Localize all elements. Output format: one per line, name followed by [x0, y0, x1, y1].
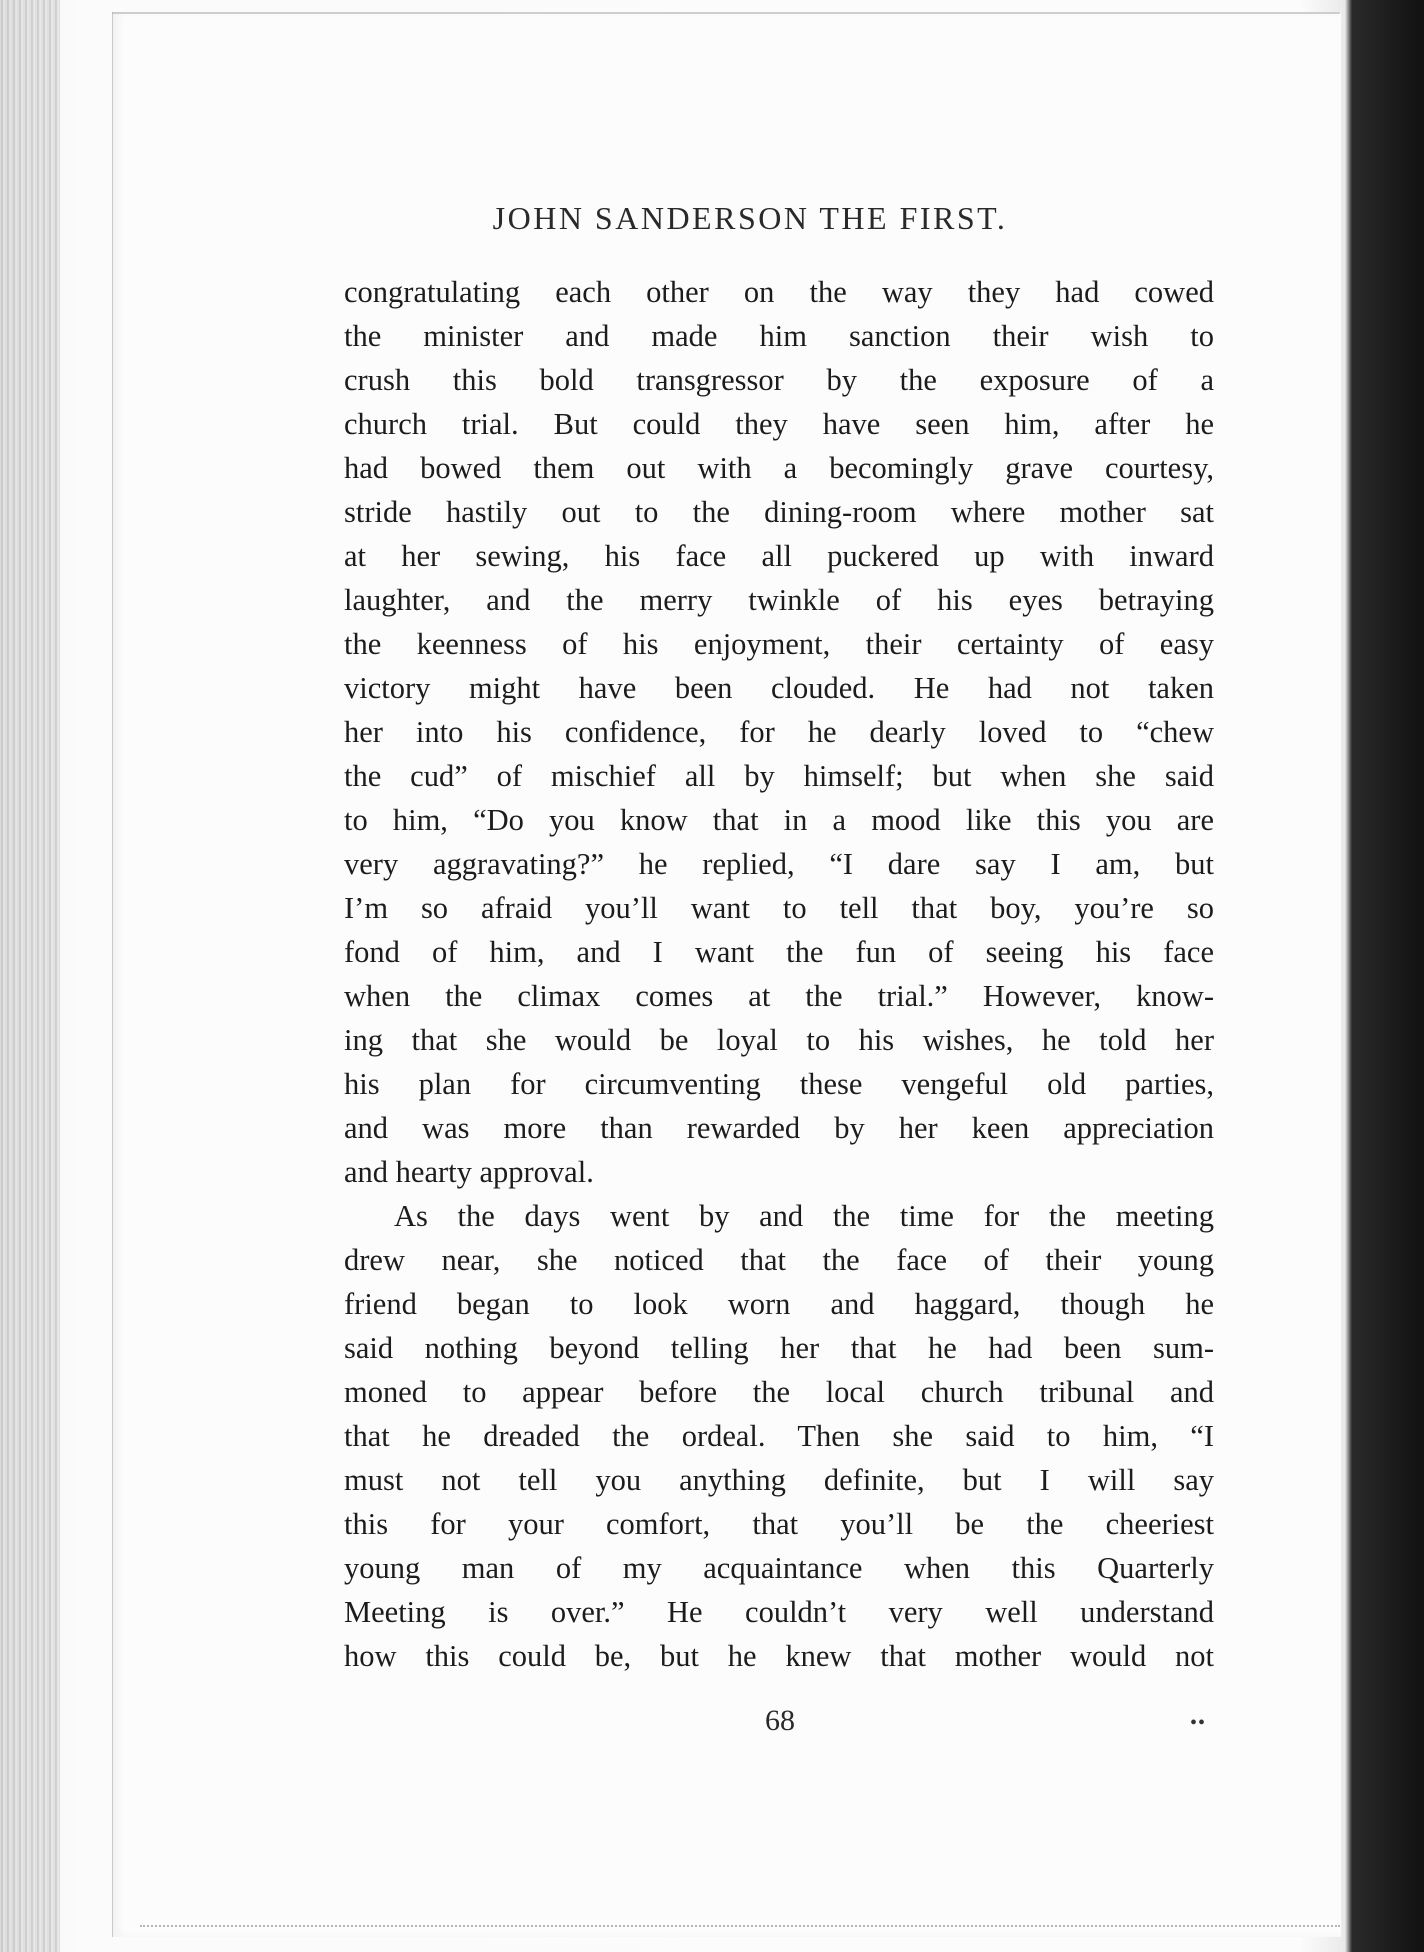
text-line: how this could be, but he knew that mother would not: [344, 1639, 1214, 1673]
text-line: his plan for circumventing these vengeful old parties,: [344, 1067, 1214, 1101]
text-line: must not tell you anything definite, but I will say: [344, 1463, 1214, 1497]
text-line: had bowed them out with a becomingly grave courtesy,: [344, 451, 1214, 485]
top-edge: [112, 12, 1340, 14]
page-number: 68: [765, 1704, 795, 1737]
book-page-edges: [0, 0, 60, 1952]
text-line: that he dreaded the ordeal. Then she said to him, “I: [344, 1419, 1214, 1453]
text-line: at her sewing, his face all puckered up with inward: [344, 539, 1214, 573]
body-text: [344, 270, 1214, 1678]
text-line: when the climax comes at the trial.” However, know-: [344, 979, 1214, 1013]
text-line: and hearty approval.: [344, 1155, 594, 1189]
text-line: and was more than rewarded by her keen appreciation: [344, 1111, 1214, 1145]
text-line: the minister and made him sanction their wish to: [344, 319, 1214, 353]
text-line: stride hastily out to the dining-room where mother sat: [344, 495, 1214, 529]
text-line: Meeting is over.” He couldn’t very well understand: [344, 1595, 1214, 1629]
text-line: church trial. But could they have seen him, after he: [344, 407, 1214, 441]
running-head: JOHN SANDERSON THE FIRST.: [492, 200, 1008, 236]
text-line: As the days went by and the time for the meeting: [394, 1199, 1214, 1233]
text-line: friend began to look worn and haggard, though he: [344, 1287, 1214, 1321]
text-line: congratulating each other on the way they had cowed: [344, 275, 1214, 309]
text-line: the cud” of mischief all by himself; but when she said: [344, 759, 1214, 793]
text-line: victory might have been clouded. He had not taken: [344, 671, 1214, 705]
text-line: I’m so afraid you’ll want to tell that boy, you’re so: [344, 891, 1214, 925]
corner-mark: ••: [1190, 1712, 1207, 1734]
text-line: crush this bold transgressor by the exposure of a: [344, 363, 1214, 397]
text-line: fond of him, and I want the fun of seeing his face: [344, 935, 1214, 969]
text-line: young man of my acquaintance when this Quarterly: [344, 1551, 1214, 1585]
text-line: said nothing beyond telling her that he had been sum-: [344, 1331, 1214, 1365]
text-line: drew near, she noticed that the face of their young: [344, 1243, 1214, 1277]
text-line: this for your comfort, that you’ll be the cheeriest: [344, 1507, 1214, 1541]
text-line: ing that she would be loyal to his wishes, he told her: [344, 1023, 1214, 1057]
text-line: the keenness of his enjoyment, their certainty of easy: [344, 627, 1214, 661]
text-line: to him, “Do you know that in a mood like this you are: [344, 803, 1214, 837]
text-line: her into his confidence, for he dearly loved to “chew: [344, 715, 1214, 749]
text-line: very aggravating?” he replied, “I dare say I am, but: [344, 847, 1214, 881]
text-line: laughter, and the merry twinkle of his eyes betraying: [344, 583, 1214, 617]
text-line: moned to appear before the local church tribunal and: [344, 1375, 1214, 1409]
bottom-edge: [140, 1925, 1340, 1927]
